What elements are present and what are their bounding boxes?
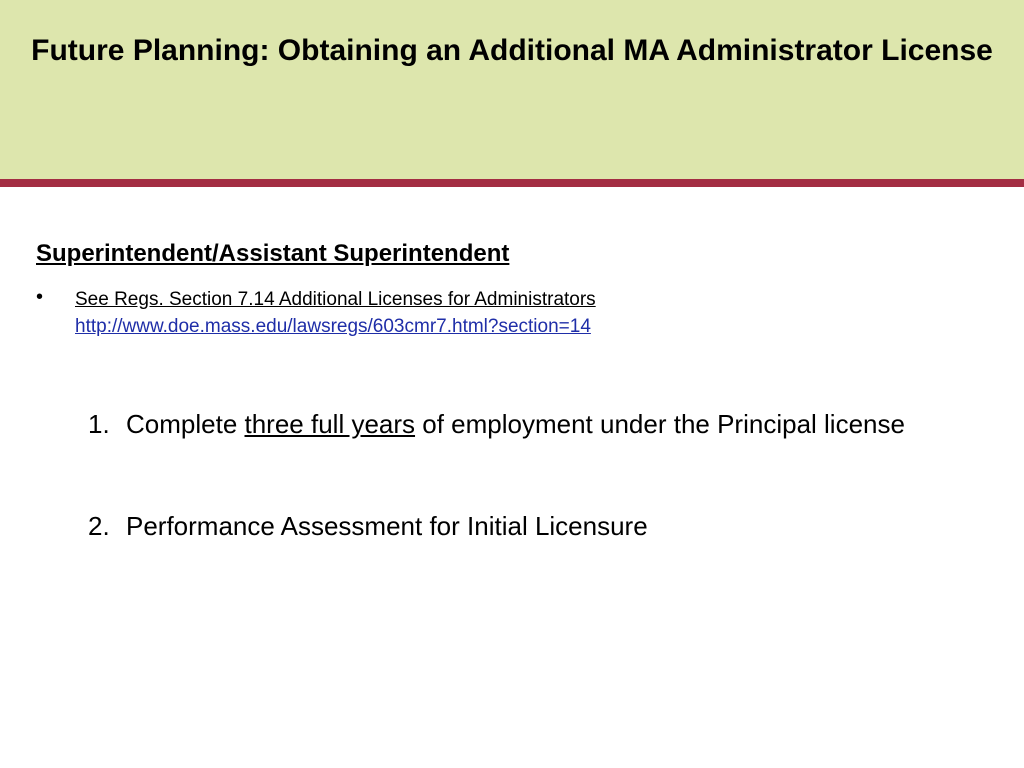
slide-title: Future Planning: Obtaining an Additional MA Administrator License — [31, 34, 993, 67]
step-item — [88, 510, 648, 542]
bullet-marker: • — [36, 286, 44, 308]
step-text-after: of employment under the Principal license — [415, 409, 905, 439]
title-band — [0, 0, 1024, 179]
regs-reference-link[interactable]: See Regs. Section 7.14 Additional Licenses for Administrators — [75, 289, 596, 310]
step-emphasis: three full years — [244, 409, 416, 439]
step-number: 1. — [88, 409, 110, 439]
section-heading: Superintendent/Assistant Superintendent — [36, 240, 510, 267]
step-text: Performance Assessment for Initial Licensure — [126, 511, 648, 541]
step-text-before: Complete — [126, 409, 245, 439]
title-divider — [0, 179, 1024, 187]
step-number: 2. — [88, 511, 110, 541]
step-item — [88, 408, 905, 440]
bullet-item — [75, 286, 596, 340]
regs-url-link[interactable]: http://www.doe.mass.edu/lawsregs/603cmr7.html?section=14 — [75, 316, 591, 337]
